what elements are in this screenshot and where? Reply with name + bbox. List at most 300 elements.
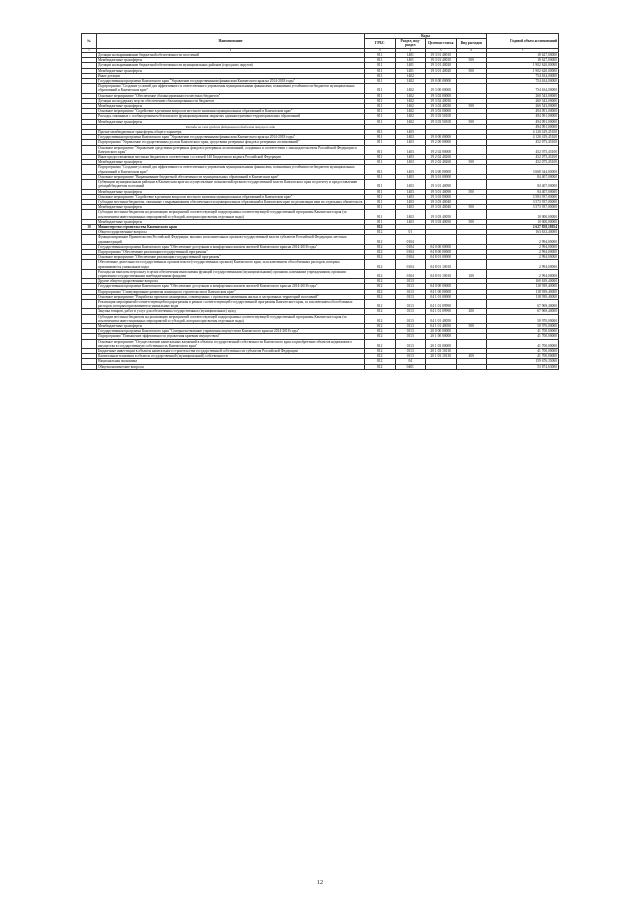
cell-name: Дотации на поддержку мер по обеспечению сбалансированности бюджетов xyxy=(97,98,365,103)
cell-sum: 3 668 344,00000 xyxy=(487,165,559,174)
table-row xyxy=(82,180,559,189)
cell-razd: 0104 xyxy=(395,269,426,278)
cell-csr: 20 0 00 00000 xyxy=(426,329,457,334)
cell-csr: 19 3 03 50100 xyxy=(426,114,457,119)
cell-name: Основное мероприятие "Осуществление капитальных вложений в объекты государственной собственности Камчатского края и приобретение объектов недвижимого имущества в государственную собственность Камчатского края" xyxy=(97,339,365,348)
cell-name: Основное мероприятие "Разработка проектов планировки, совмещенных с проектами межевания жилых и застроенных территорий поселений" xyxy=(97,294,365,299)
column-index: 5 xyxy=(426,48,457,52)
header-num: № xyxy=(82,34,97,49)
cell-name: Подпрограмма "Создание условий для эффективного и ответственного управления муниципальными финансами, повышения устойчивости бюджетов муниципальных образований в Камчатском крае" xyxy=(97,84,365,93)
cell-sum: 2 627 858,18054 xyxy=(487,224,559,229)
cell-name: Межбюджетные трансферты xyxy=(97,58,365,63)
cell-sum: 84 407,00000 xyxy=(487,189,559,194)
cell-csr: 20 1 00 00000 xyxy=(426,334,457,339)
cell-razd: 0113 xyxy=(395,279,426,284)
cell-sum: 2 994,00000 xyxy=(487,249,559,254)
cell-sum: 50 970,00000 xyxy=(487,314,559,323)
cell-razd: 0104 xyxy=(395,235,426,244)
cell-razd: 1403 xyxy=(395,160,426,165)
cell-n xyxy=(82,180,97,189)
cell-grbs: 812 xyxy=(365,354,396,359)
cell-grbs: 811 xyxy=(365,140,396,145)
cell-sum: 10 000,00000 xyxy=(487,219,559,224)
cell-csr: 19 3 03 40050 xyxy=(426,219,457,224)
cell-sum: 2 994,00000 xyxy=(487,255,559,260)
cell-name: Расходы за счет средств федерального бюджета текущего года xyxy=(185,124,276,129)
cell-csr: 04 0 00 00000 xyxy=(426,244,457,249)
cell-sum: 41 700,00000 xyxy=(487,334,559,339)
cell-sum: 50 970,00000 xyxy=(487,323,559,328)
cell-razd: 1401 xyxy=(395,58,426,63)
cell-razd: 1402 xyxy=(395,109,426,114)
cell-grbs: 811 xyxy=(365,98,396,103)
cell-csr: 04 1 01 40050 xyxy=(426,323,457,328)
cell-csr: 19 3 01 40090 xyxy=(426,189,457,194)
cell-razd: 0104 xyxy=(395,244,426,249)
cell-grbs: 812 xyxy=(365,244,396,249)
cell-grbs: 812 xyxy=(365,284,396,289)
cell-grbs: 811 xyxy=(365,68,396,73)
cell-name: Государственная программа Камчатского края "Обеспечение доступным и комфортным жильем жителей Камчатского края на 2014-2018 годы" xyxy=(97,284,365,289)
cell-sum: 84 407,00000 xyxy=(487,180,559,189)
cell-n xyxy=(82,260,97,269)
cell-razd: 0113 xyxy=(395,284,426,289)
cell-vr: 500 xyxy=(456,58,487,63)
cell-grbs: 812 xyxy=(365,299,396,308)
cell-sum: 163 633,40000 xyxy=(487,230,559,235)
cell-csr xyxy=(426,364,457,369)
budget-table xyxy=(81,33,559,370)
cell-razd: 0113 xyxy=(395,329,426,334)
cell-grbs: 812 xyxy=(365,289,396,294)
header-razdel: Раздел, под-раздел xyxy=(395,39,426,48)
cell-n xyxy=(82,314,97,323)
cell-name: Государственная программа Камчатского края "Совершенствование управления имуществом Камчатского края на 2014-2018 годы" xyxy=(97,329,365,334)
cell-vr xyxy=(456,364,487,369)
page-number: 12 xyxy=(317,880,323,886)
cell-sum: 1 902 620,00000 xyxy=(487,68,559,73)
cell-n: 10 xyxy=(82,224,97,229)
cell-razd: 1402 xyxy=(395,98,426,103)
cell-csr: 19 2 02 40260 xyxy=(426,155,457,160)
cell-vr: 500 xyxy=(456,323,487,328)
cell-sum: 18 627,00000 xyxy=(487,58,559,63)
header-grbs: ГРБС xyxy=(365,39,396,48)
header-csr: Целевая статья xyxy=(426,39,457,48)
cell-sum: 84 407,00000 xyxy=(487,174,559,179)
cell-razd: 0104 xyxy=(395,255,426,260)
cell-razd: 0104 xyxy=(395,260,426,269)
cell-grbs: 811 xyxy=(365,210,396,219)
table-row xyxy=(82,269,559,278)
cell-name: Межбюджетные трансферты xyxy=(97,119,365,124)
cell-vr xyxy=(456,339,487,348)
header-amount: Годовой объем ассигнований xyxy=(487,34,559,49)
cell-sum: 67 969,40000 xyxy=(487,299,559,308)
cell-csr: 20 1 03 10130 xyxy=(426,354,457,359)
cell-csr: 19 3 00 00000 xyxy=(426,84,457,93)
cell-name: Межбюджетные трансферты xyxy=(97,205,365,210)
cell-grbs: 812 xyxy=(365,339,396,348)
cell-csr: 19 2 00 00000 xyxy=(426,140,457,145)
cell-sum: 494 091,00000 xyxy=(487,119,559,124)
cell-grbs: 812 xyxy=(365,249,396,254)
column-index: 1 xyxy=(82,48,97,52)
cell-razd: 0113 xyxy=(395,334,426,339)
cell-name: Межбюджетные трансферты xyxy=(97,323,365,328)
cell-razd: 1403 xyxy=(395,199,426,204)
cell-name: Капитальные вложения в объекты государственной (муниципальной) собственности xyxy=(97,354,365,359)
cell-grbs: 811 xyxy=(365,165,396,174)
cell-vr: 500 xyxy=(456,219,487,224)
cell-name: Межбюджетные трансферты xyxy=(97,160,365,165)
cell-csr: 19 3 02 40030 xyxy=(426,98,457,103)
cell-n xyxy=(82,364,97,369)
cell-grbs: 811 xyxy=(365,73,396,78)
table-row xyxy=(82,314,559,323)
cell-grbs: 811 xyxy=(365,84,396,93)
cell-grbs: 811 xyxy=(365,180,396,189)
cell-sum: 53 874,63000 xyxy=(487,364,559,369)
cell-csr: 19 3 03 00000 xyxy=(426,109,457,114)
cell-name: Иные предоставляемые местным бюджетам в соответствии со статьей 140 Бюджетного кодекса Российской Федерации xyxy=(97,155,365,160)
cell-grbs: 811 xyxy=(365,79,396,84)
cell-grbs: 812 xyxy=(365,255,396,260)
cell-vr: 500 xyxy=(456,68,487,73)
cell-n xyxy=(82,269,97,278)
cell-csr: 04 1 01 09990 xyxy=(426,309,457,314)
cell-razd: 04 xyxy=(395,359,426,364)
cell-sum: 1 902 620,00000 xyxy=(487,63,559,68)
cell-grbs: 812 xyxy=(365,294,396,299)
cell-razd: 1403 xyxy=(395,165,426,174)
cell-sum: 41 700,00000 xyxy=(487,329,559,334)
cell-name: Основное мероприятие "Содействие в решении вопросов местного значения муниципальных образований в Камчатском крае" xyxy=(97,109,365,114)
budget-table-sheet xyxy=(81,33,559,370)
cell-name: Обеспечение деятельности государственных органов власти (государственных органов) Камчатского края, за исключением обособленных расходов, которым присваиваются уникальные коды xyxy=(97,260,365,269)
cell-vr xyxy=(456,299,487,308)
cell-grbs: 811 xyxy=(365,189,396,194)
cell-razd: 1402 xyxy=(395,73,426,78)
cell-sum: 41 700,00000 xyxy=(487,354,559,359)
cell-name: Функционирование Правительства Российской Федерации, высших исполнительных органов государственной власти субъектов Российской Федерации, местных администраций xyxy=(97,235,365,244)
cell-vr: 500 xyxy=(456,104,487,109)
cell-sum: 452 075,45100 xyxy=(487,140,559,145)
cell-sum: 41 700,00000 xyxy=(487,339,559,348)
column-index: 4 xyxy=(395,48,426,52)
cell-csr: 19 3 03 40040 xyxy=(426,199,457,204)
cell-name: Государственная программа Камчатского края "Управление государственными финансами Камчатского края на 2014-2018 годы" xyxy=(97,79,365,84)
cell-n xyxy=(82,165,97,174)
cell-razd: 0113 xyxy=(395,299,426,308)
cell-razd: 1402 xyxy=(395,79,426,84)
cell-vr xyxy=(456,180,487,189)
cell-name: Общегосударственные вопросы xyxy=(97,230,365,235)
cell-csr: 04 8 01 10010 xyxy=(426,269,457,278)
cell-name: Субвенции муниципальным районам в Камчатском крае на осуществление полномочий органов государственной власти Камчатского края по расчету и предоставлению дотаций бюджетам поселений xyxy=(97,180,365,189)
cell-name: Иные дотации xyxy=(97,73,365,78)
column-index: 6 xyxy=(456,48,487,52)
table-row xyxy=(82,145,559,154)
cell-sum: 160 639,40000 xyxy=(487,279,559,284)
cell-name: Расходы на выплаты персоналу в целях обеспечения выполнения функций государственными (муниципальными) органами, казенными учреждениями, органами управления государственными внебюджетными фондами xyxy=(97,269,365,278)
cell-grbs: 811 xyxy=(365,114,396,119)
cell-name: Подпрограмма "Управление государственным долгом Камчатского края, средствами резервных фондов и резервных ассигнований" xyxy=(97,140,365,145)
cell-vr xyxy=(456,165,487,174)
cell-grbs: 812 xyxy=(365,334,396,339)
table-body xyxy=(82,53,559,370)
table-row xyxy=(82,260,559,269)
cell-name: Подпрограмма "Повышение эффективности управления краевым имуществом" xyxy=(97,334,365,339)
cell-vr xyxy=(456,260,487,269)
cell-razd: 1403 xyxy=(395,205,426,210)
cell-csr: 04 0 00 00000 xyxy=(426,284,457,289)
cell-grbs: 812 xyxy=(365,224,396,229)
table-row xyxy=(82,299,559,308)
cell-csr: 04 1 01 40050 xyxy=(426,314,457,323)
cell-name: Дотации на выравнивание бюджетной обеспеченности поселений xyxy=(97,53,365,58)
cell-csr: 04 8 01 00000 xyxy=(426,255,457,260)
cell-razd: 1401 xyxy=(395,53,426,58)
cell-name: Межбюджетные трансферты xyxy=(97,189,365,194)
cell-name: Основное мероприятие "Содействие в решении вопросов местного значения муниципальных образований в Камчатском крае" xyxy=(97,194,365,199)
cell-name: Подпрограмма "Стимулирование развития жилищного строительства в Камчатском крае" xyxy=(97,289,365,294)
cell-n xyxy=(82,339,97,348)
cell-sum: 118 939,40000 xyxy=(487,284,559,289)
cell-razd: 1403 xyxy=(395,174,426,179)
cell-razd: 1402 xyxy=(395,104,426,109)
cell-csr: 04 1 00 00000 xyxy=(426,289,457,294)
cell-sum: 4 120 419,45100 xyxy=(487,135,559,140)
cell-name: Закупка товаров, работ и услуг для обеспечения государственных (муниципальных) нужд xyxy=(97,309,365,314)
cell-vr xyxy=(456,314,487,323)
cell-name: Общеэкономические вопросы xyxy=(97,364,365,369)
cell-grbs: 812 xyxy=(365,329,396,334)
cell-razd: 0113 xyxy=(395,354,426,359)
cell-csr: 04 1 01 00000 xyxy=(426,294,457,299)
cell-name: Межбюджетные трансферты xyxy=(97,219,365,224)
cell-sum: 118 939,40000 xyxy=(487,289,559,294)
cell-vr: 500 xyxy=(456,189,487,194)
cell-n xyxy=(82,299,97,308)
cell-razd: 0113 xyxy=(395,309,426,314)
cell-csr: 19 3 03 00000 xyxy=(426,194,457,199)
cell-sum: 2 994,00000 xyxy=(487,269,559,278)
cell-name: Субсидии местным бюджетам на реализацию мероприятий соответствующей подпрограммы соответствующей государственной программы Камчатского края (за исключением инвестиционных мероприятий и субсидий, которым присвоены отдельные коды) xyxy=(97,314,365,323)
cell-razd: 1403 xyxy=(395,219,426,224)
cell-name: Субсидии местным бюджетам на реализацию мероприятий соответствующей подпрограммы соответствующей государственной программы Камчатского края (за исключением инвестиционных мероприятий и субсидий, которым присвоены отдельные коды) xyxy=(97,210,365,219)
cell-grbs: 812 xyxy=(365,260,396,269)
cell-vr: 400 xyxy=(456,354,487,359)
cell-razd: 1403 xyxy=(395,180,426,189)
cell-vr xyxy=(456,145,487,154)
cell-sum: 452 075,45100 xyxy=(487,145,559,154)
cell-name: Дотации на выравнивание бюджетной обеспеченности муниципальных районов (городских округов) xyxy=(97,63,365,68)
cell-razd: 1403 xyxy=(395,155,426,160)
cell-grbs: 812 xyxy=(365,359,396,364)
cell-grbs: 811 xyxy=(365,53,396,58)
cell-csr: 19 3 03 40040 xyxy=(426,205,457,210)
cell-grbs: 811 xyxy=(365,194,396,199)
cell-grbs: 811 xyxy=(365,63,396,68)
cell-sum: 3 573 937,00000 xyxy=(487,205,559,210)
cell-sum: 3 573 937,00000 xyxy=(487,199,559,204)
cell-sum: 2 994,00000 xyxy=(487,244,559,249)
table-row xyxy=(82,339,559,348)
cell-razd: 1402 xyxy=(395,84,426,93)
cell-razd: 1403 xyxy=(395,194,426,199)
cell-csr: 19 3 03 40050 xyxy=(426,210,457,219)
cell-csr: 19 0 00 00000 xyxy=(426,135,457,140)
cell-razd: 0113 xyxy=(395,323,426,328)
cell-csr xyxy=(426,235,457,244)
table-row xyxy=(82,165,559,174)
cell-vr: 100 xyxy=(456,269,487,278)
cell-csr: 04 8 00 00000 xyxy=(426,249,457,254)
cell-name: Государственная программа Камчатского края "Управление государственными финансами Камчатского края на 2014-2018 годы" xyxy=(97,135,365,140)
cell-csr: 19 3 01 40020 xyxy=(426,68,457,73)
cell-name: Другие общегосударственные вопросы xyxy=(97,279,365,284)
cell-csr: 19 3 01 40090 xyxy=(426,180,457,189)
cell-name: Государственная программа Камчатского края "Обеспечение доступным и комфортным жильем жителей Камчатского края на 2014-2018 годы" xyxy=(97,244,365,249)
cell-name: Подпрограмма "Обеспечение реализации государственной программы" xyxy=(97,249,365,254)
cell-grbs: 812 xyxy=(365,323,396,328)
column-index: 3 xyxy=(365,48,396,52)
cell-sum: 494 091,00000 xyxy=(487,109,559,114)
cell-grbs: 812 xyxy=(365,230,396,235)
cell-grbs: 811 xyxy=(365,199,396,204)
table-row xyxy=(82,235,559,244)
cell-name: Межбюджетные трансферты xyxy=(97,104,365,109)
cell-razd: 1403 xyxy=(395,140,426,145)
cell-grbs: 812 xyxy=(365,279,396,284)
cell-sum: 260 543,00000 xyxy=(487,104,559,109)
cell-grbs: 811 xyxy=(365,174,396,179)
cell-grbs: 811 xyxy=(365,145,396,154)
cell-grbs: 811 xyxy=(365,93,396,98)
cell-csr: 20 1 03 00000 xyxy=(426,339,457,348)
cell-name: Субсидии местным бюджетам, связанные с выравниванием обеспеченности муниципальных образований в Камчатском крае по реализации ими их отдельных обязательств xyxy=(97,199,365,204)
cell-sum: 754 634,00000 xyxy=(487,73,559,78)
cell-razd: 0113 xyxy=(395,289,426,294)
cell-name: Расходы, связанные с особым режимом безопасного функционирования закрытых административно-территориальных образований xyxy=(97,114,365,119)
cell-razd: 1402 xyxy=(395,119,426,124)
cell-sum: 260 543,00000 xyxy=(487,98,559,103)
cell-grbs: 811 xyxy=(365,130,396,135)
header-codes: Коды xyxy=(365,34,487,39)
cell-vr: 200 xyxy=(456,309,487,314)
cell-name: Национальная экономика xyxy=(97,359,365,364)
cell-grbs: 811 xyxy=(365,104,396,109)
cell-grbs: 811 xyxy=(365,135,396,140)
cell-razd: 01 xyxy=(395,230,426,235)
column-index: 7 xyxy=(487,48,559,52)
cell-n xyxy=(82,145,97,154)
cell-csr: 19 3 01 40010 xyxy=(426,53,457,58)
cell-sum: 2 994,00000 xyxy=(487,235,559,244)
cell-csr: 19 0 00 00000 xyxy=(426,79,457,84)
cell-razd: 1401 xyxy=(395,68,426,73)
cell-sum: 159 676,35000 xyxy=(487,359,559,364)
cell-sum: 18 627,00000 xyxy=(487,53,559,58)
cell-csr: 19 3 01 40010 xyxy=(426,58,457,63)
cell-csr: 19 3 01 40020 xyxy=(426,63,457,68)
cell-csr: 19 3 02 00000 xyxy=(426,93,457,98)
cell-csr: 19 2 02 00000 xyxy=(426,145,457,154)
table-row xyxy=(82,84,559,93)
cell-grbs: 812 xyxy=(365,235,396,244)
cell-sum: 754 634,00000 xyxy=(487,84,559,93)
cell-vr xyxy=(456,235,487,244)
table-row xyxy=(82,210,559,219)
cell-sum: 494 091,00000 xyxy=(487,124,559,129)
cell-sum: 452 075,45100 xyxy=(487,155,559,160)
cell-csr: 19 3 00 00000 xyxy=(426,165,457,174)
cell-razd: 0401 xyxy=(395,364,426,369)
cell-sum: 754 634,00000 xyxy=(487,79,559,84)
cell-razd: 1402 xyxy=(395,114,426,119)
cell-grbs: 811 xyxy=(365,119,396,124)
cell-vr: 500 xyxy=(456,119,487,124)
cell-razd: 1402 xyxy=(395,93,426,98)
cell-vr xyxy=(456,84,487,93)
cell-n xyxy=(82,235,97,244)
cell-sum: 260 543,00000 xyxy=(487,93,559,98)
cell-vr: 500 xyxy=(456,160,487,165)
cell-csr: 20 1 03 10130 xyxy=(426,349,457,354)
cell-csr: 19 2 02 40260 xyxy=(426,160,457,165)
cell-razd: 0113 xyxy=(395,339,426,348)
cell-grbs: 811 xyxy=(365,219,396,224)
cell-n xyxy=(82,210,97,219)
cell-name: Реализация мероприятий соответствующей подпрограммы в рамках соответствующей государственной программы Камчатского края, за исключением обособленных расходов, которым присваиваются уникальные коды xyxy=(97,299,365,308)
cell-sum: 2 994,00000 xyxy=(487,260,559,269)
cell-razd: 1403 xyxy=(395,135,426,140)
cell-name: Основное мероприятие "Обеспечение сбалансированности местных бюджетов" xyxy=(97,93,365,98)
cell-vr xyxy=(456,210,487,219)
cell-razd: 0104 xyxy=(395,249,426,254)
cell-razd: 1403 xyxy=(395,145,426,154)
cell-sum: 118 939,40000 xyxy=(487,294,559,299)
cell-name: Основное мероприятие "Обеспечение реализации государственной программы" xyxy=(97,255,365,260)
cell-csr: 04 8 01 10010 xyxy=(426,260,457,269)
cell-name: Основное мероприятие "Выравнивание бюджетной обеспеченности муниципальных образований в Камчатском крае" xyxy=(97,174,365,179)
cell-sum: 452 075,45100 xyxy=(487,160,559,165)
cell-grbs: 812 xyxy=(365,314,396,323)
header-name: Наименование xyxy=(97,34,365,49)
cell-razd: 1403 xyxy=(395,130,426,135)
cell-csr: 19 3 02 40030 xyxy=(426,104,457,109)
cell-name: Межбюджетные трансферты xyxy=(97,68,365,73)
cell-name: Основное мероприятие "Управление средствами резервных фондов и резервных ассигнований, созданных в соответствии с законодательством Российской Федерации и Камчатского края" xyxy=(97,145,365,154)
cell-name: Подпрограмма "Создание условий для эффективного и ответственного управления муниципальными финансами, повышения устойчивости бюджетов муниципальных образований в Камчатском крае" xyxy=(97,165,365,174)
cell-sum: 41 700,00000 xyxy=(487,349,559,354)
cell-name: Прочие межбюджетные трансферты общего характера xyxy=(97,130,365,135)
cell-sum: 494 091,00000 xyxy=(487,114,559,119)
cell-csr: 19 3 01 00000 xyxy=(426,174,457,179)
cell-name: Бюджетные инвестиции в объекты капитального строительства государственной собственности субъектов Российской Федерации xyxy=(97,349,365,354)
column-index: 2 xyxy=(97,48,365,52)
cell-razd: 0113 xyxy=(395,314,426,323)
cell-grbs: 811 xyxy=(365,109,396,114)
cell-grbs: 811 xyxy=(365,205,396,210)
cell-vr: 500 xyxy=(456,205,487,210)
cell-grbs: 812 xyxy=(365,364,396,369)
cell-grbs: 812 xyxy=(365,269,396,278)
cell-csr: 19 3 03 50100 xyxy=(426,119,457,124)
cell-grbs: 812 xyxy=(365,309,396,314)
cell-n xyxy=(82,84,97,93)
